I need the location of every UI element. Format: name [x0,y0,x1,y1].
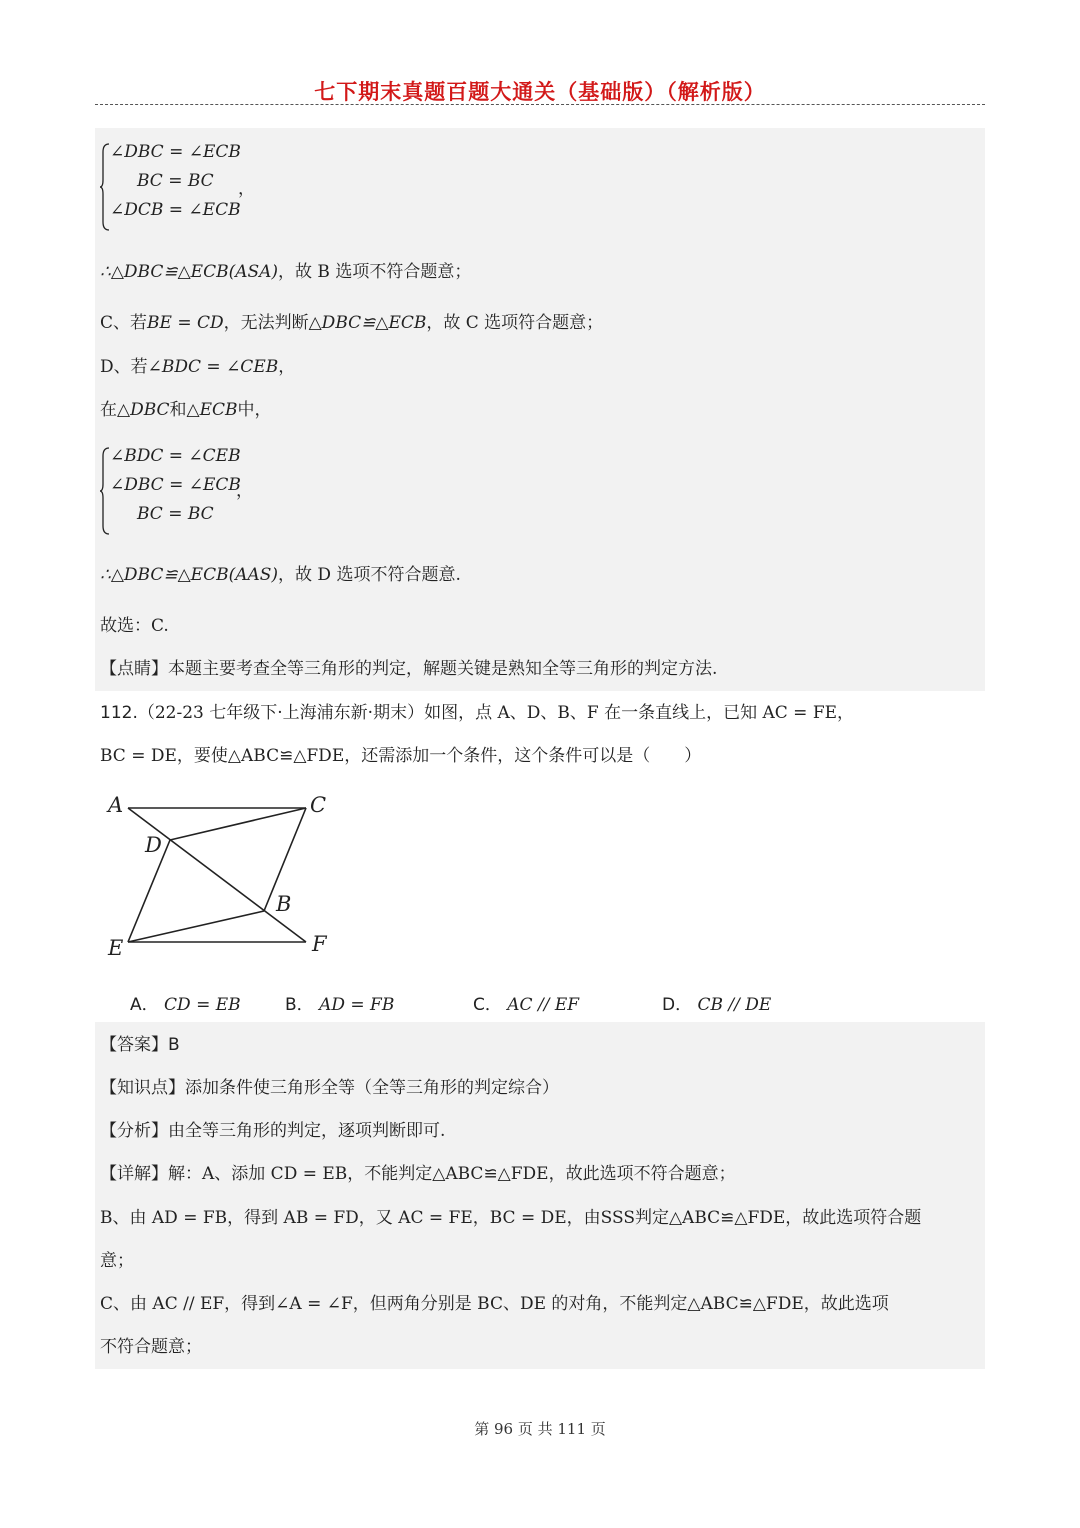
system2-row-2: ∠DBC = ∠ECB [110,475,241,495]
label-f: F [312,932,327,956]
line-in-triangles [100,398,272,422]
choice-b[interactable] [285,990,394,1015]
comment-tag: 【点睛】 [100,659,168,679]
label-a: A [108,793,124,817]
line-aas [100,563,461,587]
line-option-d [100,355,295,379]
choice-d[interactable] [662,990,771,1015]
question-source: （22-23 七年级下·上海浦东新·期末） [137,703,425,723]
c-math-1: BE = CD [147,313,224,333]
d-math: ∠BDC = ∠CEB [147,357,279,377]
system1-row-1: ∠DBC = ∠ECB [110,142,241,162]
comment-text: 本题主要考查全等三角形的判定，解题关键是熟知全等三角形的判定方法. [168,659,718,679]
knowledge-line [100,1076,559,1100]
detail-line-c1: C、由 AC // EF，得到∠A = ∠F，但两角分别是 BC、DE 的对角，不能判定△ABC≌△FDE，故此选项 [100,1294,889,1314]
in-math-1: △DBC [117,400,170,420]
left-brace-icon [100,142,110,232]
choice-b-letter: B． [285,995,314,1015]
analysis-line [100,1119,445,1143]
system2-tail: ， [236,481,253,501]
choice-a-letter: A． [130,995,159,1015]
c-math-2: △DBC≌△ECB [308,313,427,333]
detail-line-b2: 意； [100,1251,134,1271]
segment-cd [170,808,306,840]
detail-a-text: 解：A、添加 CD = EB，不能判定△ABC≌△FDE，故此选项不符合题意； [168,1164,736,1184]
system1-row-3: ∠DCB = ∠ECB [110,200,241,220]
system2-row-1: ∠BDC = ∠CEB [110,446,241,466]
left-brace-icon [100,446,110,536]
asa-text: ，故 B 选项不符合题意； [278,262,472,282]
system1-tail: ， [238,179,255,199]
analysis-tag: 【分析】 [100,1121,168,1141]
in-math-2: △ECB [186,400,238,420]
system2-row-3: BC = BC [137,504,214,524]
choice-d-letter: D． [662,995,693,1015]
detail-line-b1: B、由 AD = FB，得到 AB = FD，又 AC = FE，BC = DE，由SSS判定△ABC≌△FDE，故此选项符合题 [100,1208,922,1228]
answer-value: B [168,1035,180,1055]
c-mid: ，无法判断 [223,313,309,333]
c-text: ，故 C 选项符合题意； [426,313,604,333]
line-option-c [100,311,603,335]
detail-line-c2: 不符合题意； [100,1337,202,1357]
d-text: ， [278,357,296,377]
line-choice: 故选：C. [100,616,169,636]
choice-c[interactable] [473,990,579,1015]
question-line-2: BC = DE，要使△ABC≌△FDE，还需添加一个条件，这个条件可以是（ ） [100,746,702,766]
page-footer: 第 96 页 共 111 页 [474,1420,606,1438]
label-b: B [276,892,292,916]
equation-system-2 [100,446,360,536]
aas-math: ∴△DBC≌△ECB(AAS) [100,565,279,585]
d-prefix: D、若 [100,357,148,377]
line-asa [100,260,471,284]
label-e: E [108,936,124,960]
answer-line [100,1033,180,1057]
question-line-1 [100,701,854,725]
choice-c-letter: C． [473,995,502,1015]
choice-a[interactable] [130,990,241,1015]
line-comment [100,657,717,681]
knowledge-text: 添加条件使三角形全等（全等三角形的判定综合） [185,1078,559,1098]
equation-system-1 [100,142,360,232]
choice-d-text: CB // DE [697,995,772,1015]
question-number: 112. [100,703,138,723]
system1-row-2: BC = BC [137,171,214,191]
solution-block-2 [95,1022,985,1369]
geometry-figure [100,785,340,965]
in-mid: 和 [169,400,187,420]
in-prefix: 在 [100,400,117,420]
choice-c-text: AC // EF [507,995,580,1015]
knowledge-tag: 【知识点】 [100,1078,185,1098]
choice-b-text: AD = FB [319,995,395,1015]
analysis-text: 由全等三角形的判定，逐项判断即可. [168,1121,446,1141]
detail-tag: 【详解】 [100,1164,168,1184]
asa-math: ∴△DBC≌△ECB(ASA) [100,262,279,282]
page-header-title: 七下期末真题百题大通关（基础版）（解析版） [314,80,766,104]
aas-text: ，故 D 选项不符合题意. [278,565,461,585]
header-divider [95,104,985,105]
label-c: C [310,793,327,817]
segment-eb [128,911,264,942]
label-d: D [145,833,162,857]
choice-a-text: CD = EB [164,995,241,1015]
answer-tag: 【答案】 [100,1035,168,1055]
question-text-1: 如图，点 A、D、B、F 在一条直线上，已知 AC = FE， [424,703,855,723]
c-prefix: C、若 [100,313,148,333]
in-text: 中， [237,400,272,420]
detail-line-a [100,1162,736,1186]
